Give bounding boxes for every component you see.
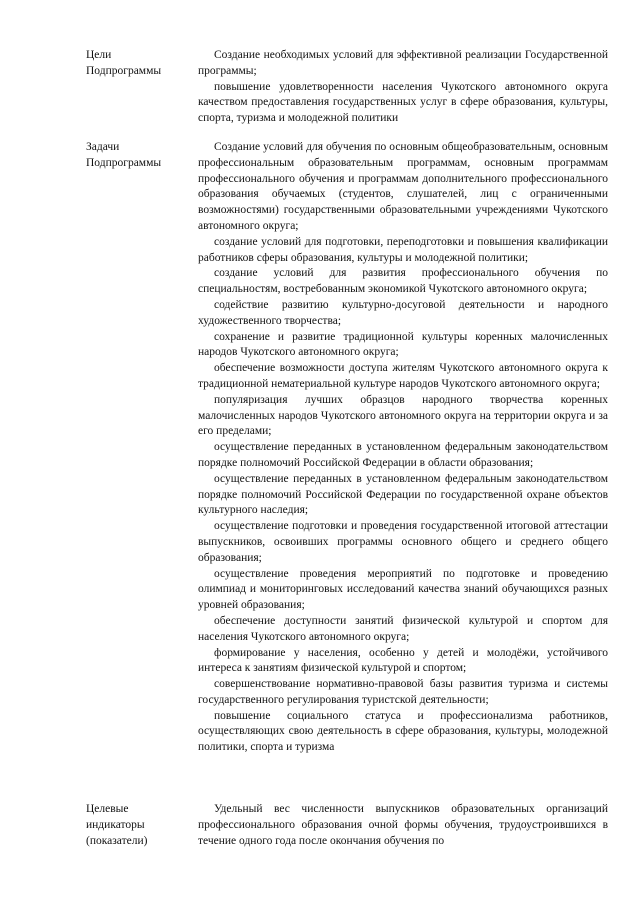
- section-indicators: [86, 802, 610, 862]
- label-line: Цели: [86, 49, 112, 61]
- label-line: Подпрограммы: [86, 156, 162, 169]
- section-label: [86, 48, 190, 80]
- paragraph: повышение социального статуса и профессионализма работников, осуществляющих свою деятельность в сфере образования, культуры, молодежной политики, спорта и туризма: [198, 709, 608, 754]
- label-line: Подпрограммы: [86, 64, 162, 77]
- paragraph: Удельный вес численности выпускников образовательных организаций профессионального образования очной формы обучения, трудоустроившихся в течение одного года после окончания обучения по: [198, 803, 608, 847]
- section-content: [198, 48, 608, 127]
- label-line: Задачи: [86, 141, 120, 153]
- section-label: [86, 140, 190, 172]
- paragraph: обеспечение возможности доступа жителям Чукотского автономного округа к традиционной нематериальной культуре народов Чукотского автономного округа;: [198, 362, 608, 390]
- section-label: [86, 802, 190, 849]
- paragraph: содействие развитию культурно-досуговой деятельности и народного художественного творчества;: [198, 298, 608, 327]
- paragraph: создание условий для развития профессионального обучения по специальностям, востребованным экономикой Чукотского автономного округа;: [198, 267, 608, 296]
- paragraph: формирование у населения, особенно у детей и молодёжи, устойчивого интереса к занятиям физической культурой и спортом;: [198, 646, 608, 675]
- paragraph: сохранение и развитие традиционной культуры коренных малочисленных народов Чукотского автономного округа;: [198, 330, 608, 359]
- label-line: Целевые: [86, 803, 129, 815]
- section-goals: [86, 48, 610, 123]
- paragraph: осуществление подготовки и проведения государственной итоговой аттестации выпускников, освоивших программы основного общего и среднего общего образования;: [198, 520, 608, 564]
- label-line: индикаторы: [86, 818, 145, 831]
- label-line: (показатели): [86, 834, 148, 847]
- paragraph: популяризация лучших образцов народного творчества коренных малочисленных народов Чукотского автономного округа на территории округа и за его пределами;: [198, 393, 608, 438]
- section-content: [198, 802, 608, 849]
- section-tasks: [86, 140, 610, 790]
- paragraph: создание условий для подготовки, переподготовки и повышения квалификации работников сферы образования, культуры и молодежной политики;: [198, 235, 608, 264]
- section-content: [198, 140, 608, 756]
- paragraph: осуществление проведения мероприятий по подготовке и проведению олимпиад и мониторинговых исследований качества знаний обучающихся разных уровней образования;: [198, 567, 608, 612]
- paragraph: Создание условий для обучения по основным общеобразовательным, основным профессиональным образовательным программам, основным программам профессионального обучения и программам дополнительного профессионального образования обучаемых (студентов, слушателей, лиц с ограниченными возможностями) государственными образовательными учреждениями Чукотского автономного округа;: [198, 141, 608, 232]
- paragraph: Создание необходимых условий для эффективной реализации Государственной программы;: [198, 49, 608, 77]
- paragraph: обеспечение доступности занятий физической культурой и спортом для населения Чукотского автономного округа;: [198, 614, 608, 643]
- paragraph: осуществление переданных в установленном федеральным законодательством порядке полномочий Российской Федерации по государственной охране объектов культурного наследия;: [198, 472, 608, 517]
- paragraph: осуществление переданных в установленном федеральным законодательством порядке полномочий Российской Федерации в области образования;: [198, 441, 608, 469]
- paragraph: совершенствование нормативно-правовой базы развития туризма и системы государственного регулирования туристской деятельности;: [198, 678, 608, 706]
- paragraph: повышение удовлетворенности населения Чукотского автономного округа качеством предоставления государственных услуг в сфере образования, культуры, спорта, туризма и молодежной политики: [198, 80, 608, 125]
